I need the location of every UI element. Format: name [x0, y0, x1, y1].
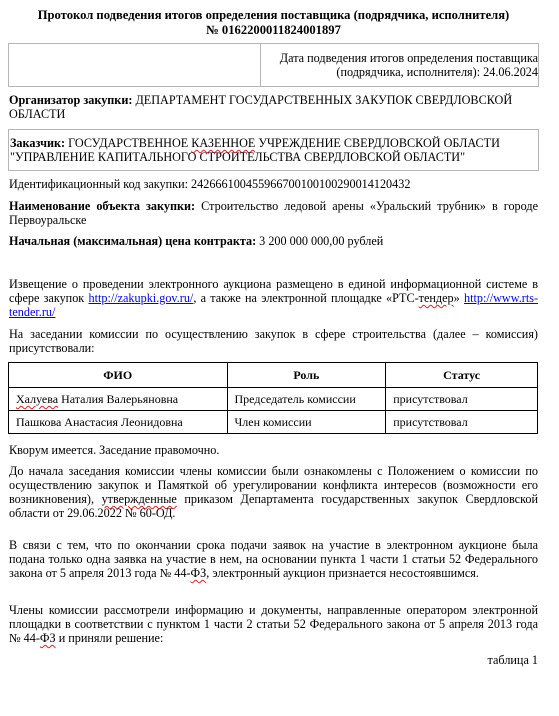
organizer-value: ДЕПАРТАМЕНТ ГОСУДАРСТВЕННЫХ ЗАКУПОК СВЕРДЛОВСКОЙ ОБЛАСТИ [9, 93, 513, 121]
customer-label: Заказчик: [10, 136, 66, 150]
price-block [9, 234, 538, 248]
attendance-intro: На заседании комиссии по осуществлению закупок в сфере строительства (далее – комиссия) присутствовали: [9, 327, 538, 355]
summary-date-line2: (подрядчика, исполнителя): 24.06.2024 [336, 65, 538, 79]
member-status: присутствовал [386, 411, 538, 434]
customer-value-1: ГОСУДАРСТВЕННОЕ [68, 136, 189, 150]
failed-auction-paragraph [9, 538, 538, 580]
member-role: Председатель комиссии [227, 388, 386, 411]
price-value: 3 200 000 000,00 рублей [259, 234, 384, 248]
object-value: Строительство ледовой арены «Уральский трубник» в городе Первоуральске [9, 199, 538, 227]
member-name [9, 388, 228, 411]
organizer-block [9, 93, 538, 121]
protocol-title-line1: Протокол подведения итогов определения поставщика (подрядчика, исполнителя) [37, 8, 510, 22]
notice-spell: тендер [418, 291, 454, 305]
summary-date [263, 51, 538, 79]
table-row [9, 411, 538, 434]
member-name [9, 411, 228, 434]
notice-text-2: , а также на электронной площадке «РТС- [193, 291, 419, 305]
member-name-rest: Пашкова Анастасия Леонидовна [16, 415, 183, 429]
procurement-id: Идентификационный код закупки: 242666100455966700100100290014120432 [9, 177, 411, 191]
members-table [8, 362, 538, 434]
decision-paragraph [9, 603, 538, 645]
notice-text-1: Извещение о проведении электронного аукциона размещено в единой информационной системе в сфере закупок [9, 277, 538, 305]
customer-value-3: УЧРЕЖДЕНИЕ СВЕРДЛОВСКОЙ ОБЛАСТИ "УПРАВЛЕНИЕ КАПИТАЛЬНОГО СТРОИТЕЛЬСТВА СВЕРДЛОВСКОЙ ОБЛАСТИ" [10, 136, 500, 164]
failed-text-2: , электронный аукцион признается несостоявшимся. [206, 566, 479, 580]
decision-text-2: и приняли решение: [55, 631, 164, 645]
zakupki-link[interactable]: http://zakupki.gov.ru/ [88, 291, 194, 305]
decision-text-1: Члены комиссии рассмотрели информацию и документы, направленные оператором электронной площадки в соответствии с пунктом 1 части 2 статьи 52 Федерального закона от 5 апреля 2013 года № 44- [9, 603, 538, 645]
date-box [8, 43, 539, 87]
quorum-text: Кворум имеется. Заседание правомочно. [9, 443, 220, 457]
header-fio: ФИО [9, 363, 228, 388]
failed-text-1: В связи с тем, что по окончании срока подачи заявок на участие в электронном аукционе была подана только одна заявка на участие в нем, на основании пункта 1 части 1 статьи 52 Федерального закона от 5 апреля 2013 года № 44- [9, 538, 538, 580]
summary-date-line1: Дата подведения итогов определения поставщика [279, 51, 538, 65]
member-surname: Халуева [16, 392, 59, 406]
organizer-label: Организатор закупки: [9, 93, 133, 107]
members-header-row [9, 363, 538, 388]
decision-spell: ФЗ [39, 631, 56, 645]
member-name-rest: Наталия Валерьяновна [58, 392, 179, 406]
object-label: Наименование объекта закупки: [9, 199, 196, 213]
failed-spell: ФЗ [190, 566, 207, 580]
header-role: Роль [227, 363, 386, 388]
conflict-text-2: приказом Департамента государственных закупок Свердловской области от 29.06.2022 № 60-ОД. [9, 492, 538, 520]
header-status: Статус [386, 363, 538, 388]
price-label: Начальная (максимальная) цена контракта: [9, 234, 257, 248]
member-status: присутствовал [386, 388, 538, 411]
protocol-number: № 0162200011824001897 [206, 23, 341, 37]
protocol-title [9, 8, 538, 38]
conflict-text-1: До начала заседания комиссии члены комиссии были ознакомлены с Положением о комиссии по осуществлению закупок и Памяткой об урегулировании конфликта интересов (возможности его возникновения), [9, 464, 538, 506]
notice-paragraph [9, 277, 538, 319]
customer-block [10, 136, 537, 164]
notice-text-3: » [453, 291, 460, 305]
customer-box [8, 129, 539, 171]
rts-tender-link[interactable]: http://www.rts-tender.ru/ [9, 291, 539, 319]
customer-value-2: КАЗЕННОЕ [191, 136, 256, 150]
conflict-spell: утвержденные [101, 492, 177, 506]
table-caption: таблица 1 [487, 653, 538, 667]
conflict-paragraph [9, 464, 538, 520]
object-block [9, 199, 538, 227]
table-row [9, 388, 538, 411]
date-box-divider [260, 44, 261, 86]
member-role: Член комиссии [227, 411, 386, 434]
